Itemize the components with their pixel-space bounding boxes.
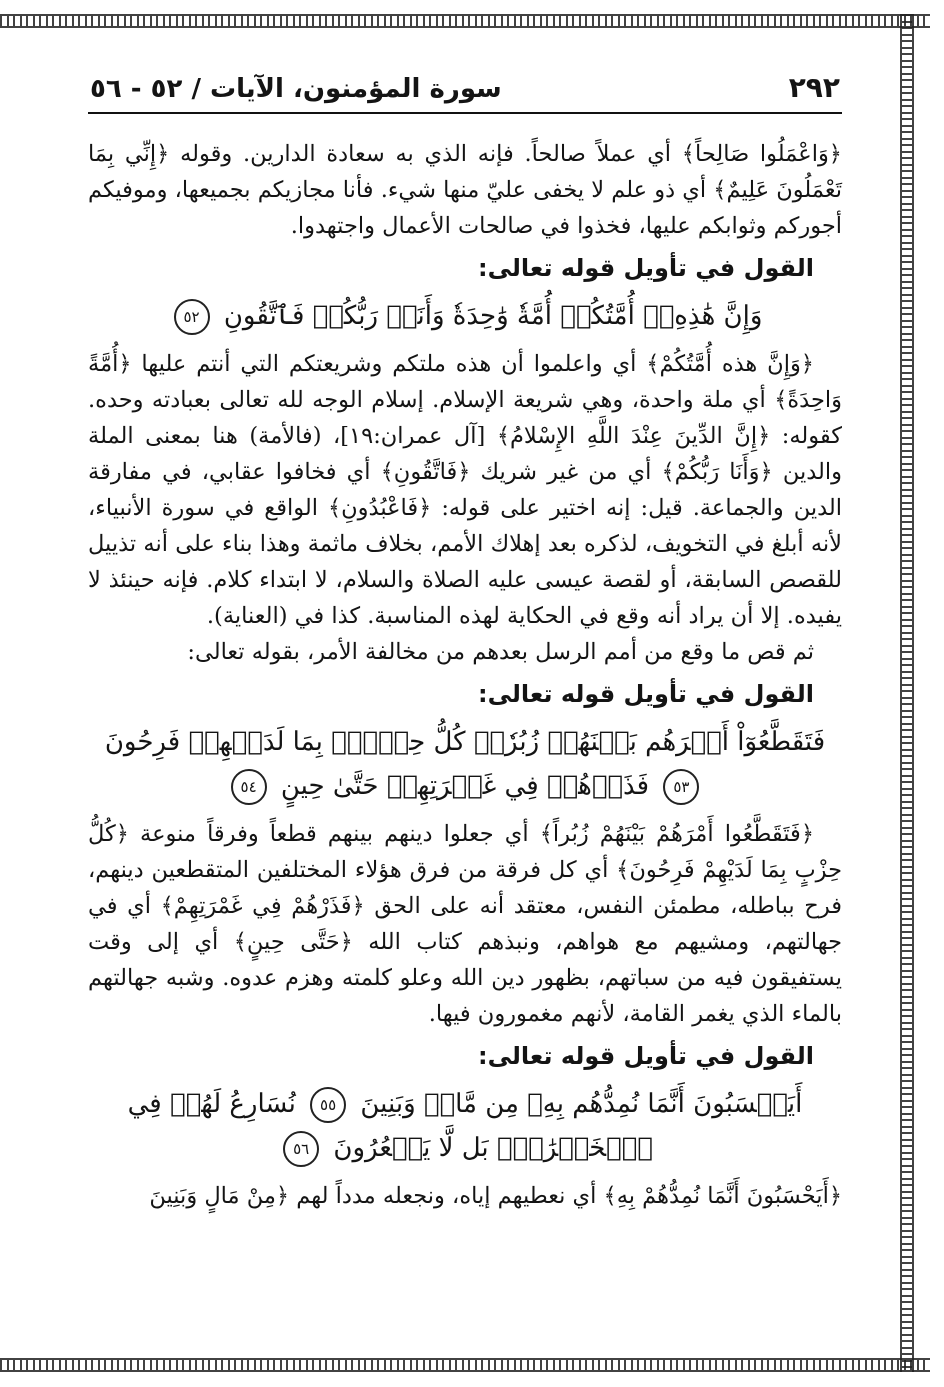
ornamental-border-top [0,14,930,28]
ornamental-border-right [900,14,914,1372]
verse-text: نُسَارِعُ لَهُمۡ فِي ٱلۡخَيۡرَٰتِۚ بَل لَّا يَشۡعُرُونَ [127,1089,653,1163]
page-header [88,71,842,114]
running-title: سورة المؤمنون، الآيات / ٥٢ - ٥٦ [90,74,502,104]
verse-text: أَيَحۡسَبُونَ أَنَّمَا نُمِدُّهُم بِهِۦ مِن مَّالٖ وَبَنِينَ [360,1089,803,1119]
paragraph-2: ﴿وَإِنَّ هذه أُمَّتُكُمْ﴾ أي واعلموا أن هذه ملتكم وشريعتكم التي أنتم عليها ﴿أُمَّةً وَاحِدَةً﴾ أي ملة واحدة، وهي شريعة الإسلام. إسلام الوجه لله تعالى بعبادته وحده. كقوله: ﴿إِنَّ الدِّينَ عِنْدَ اللَّهِ الإِسْلامُ﴾ [آل عمران:١٩]، (فالأمة) هنا بمعنى الملة والدين ﴿وَأَنَا رَبُّكُمْ﴾ أي من غير شريك ﴿فَاتَّقُونِ﴾ أي فخافوا عقابي، في مفارقة الدين والجماعة. قيل: إنه اختير على قوله: ﴿فَاعْبُدُونِ﴾ الواقع في سورة الأنبياء، لأنه أبلغ في التخويف، لذكره بعد إهلاك الأمم، بخلاف ماثمة وهذا بناء على أنه تذييل للقصص السابقة، أو لقصة عيسى عليه الصلاة والسلام، لا ابتداء كلام. فإنه حينئذ لا يفيده. إلا أن يراد أنه وقع في الحكاية لهذه المناسبة. كذا في (العناية). [88,351,842,629]
verse-text: فَذَرۡهُمۡ فِي غَمۡرَتِهِمۡ حَتَّىٰ حِينٍ [280,771,650,801]
ayah-number-marker: ٥٢ [174,299,210,335]
paragraph-3: ثم قص ما وقع من أمم الرسل بعدهم من مخالفة الأمر، بقوله تعالى: [187,639,814,665]
ayah-number-marker: ٥٦ [283,1131,319,1167]
quran-verse-52 [88,294,842,338]
book-page [87,71,842,1214]
paragraph-4: ﴿فَتَقَطَّعُوا أَمْرَهُمْ بَيْنَهُمْ زُبُراً﴾ أي جعلوا دينهم بينهم قطعاً وفرقاً منوعة ﴿كُلُّ حِزْبٍ بِمَا لَدَيْهِمْ فَرِحُونَ﴾ أي كل فرقة من فرق هؤلاء المختلفين المتقطعين دينهم، فرح بباطله، مطمئن النفس، معتقد أنه على الحق ﴿فَذَرْهُمْ فِي غَمْرَتِهِمْ﴾ أي في جهالتهم، ومشيهم مع هواهم، ونبذهم كتاب الله ﴿حَتَّى حِينٍ﴾ أي إلى وقت يستفيقون فيه من سباتهم، بظهور دين الله وعلو كلمته وهزم عدوه. وشبه جهالتهم بالماء الذي يغمر القامة، لأنهم مغمورون فيها. [88,821,842,1027]
verse-text: وَإِنَّ هَٰذِهِۦٓ أُمَّتُكُمۡ أُمَّةٗ وَٰحِدَةٗ وَأَنَا۠ رَبُّكُمۡ فَٱتَّقُونِ [223,301,763,331]
paragraph-5: ﴿أَيَحْسَبُونَ أَنَّمَا نُمِدُّهُمْ بِهِ﴾ أي نعطيهم إياه، ونجعله مدداً لهم ﴿مِنْ مَالٍ وَبَنِينَ [149,1183,842,1209]
ornamental-border-bottom [0,1358,930,1372]
section-heading-1: القول في تأويل قوله تعالى: [478,254,814,282]
quran-verses-55-56 [88,1082,842,1170]
ayah-number-marker: ٥٥ [310,1087,346,1123]
section-heading-3: القول في تأويل قوله تعالى: [478,1042,814,1070]
ayah-number-marker: ٥٤ [231,769,267,805]
section-heading-2: القول في تأويل قوله تعالى: [478,680,814,708]
quran-verses-53-54 [88,720,842,808]
paragraph-1: ﴿وَاعْمَلُوا صَالِحاً﴾ أي عملاً صالحاً. فإنه الذي به سعادة الدارين. وقوله ﴿إِنِّي بِمَا تَعْمَلُونَ عَلِيمٌ﴾ أي ذو علم لا يخفى عليّ منها شيء. فأنا مجازيكم بجميعها، وموفيكم أجوركم وثوابكم عليها، فخذوا في صالحات الأعمال واجتهدوا. [87,141,842,239]
ayah-number-marker: ٥٣ [663,769,699,805]
page-number: ٢٩٢ [788,71,840,104]
verse-text: فَتَقَطَّعُوٓاْ أَمۡرَهُم بَيۡنَهُمۡ زُبُرٗاۖ كُلُّ حِزۡبِۭ بِمَا لَدَيۡهِمۡ فَرِحُونَ [104,727,826,757]
page-content [88,136,842,1214]
